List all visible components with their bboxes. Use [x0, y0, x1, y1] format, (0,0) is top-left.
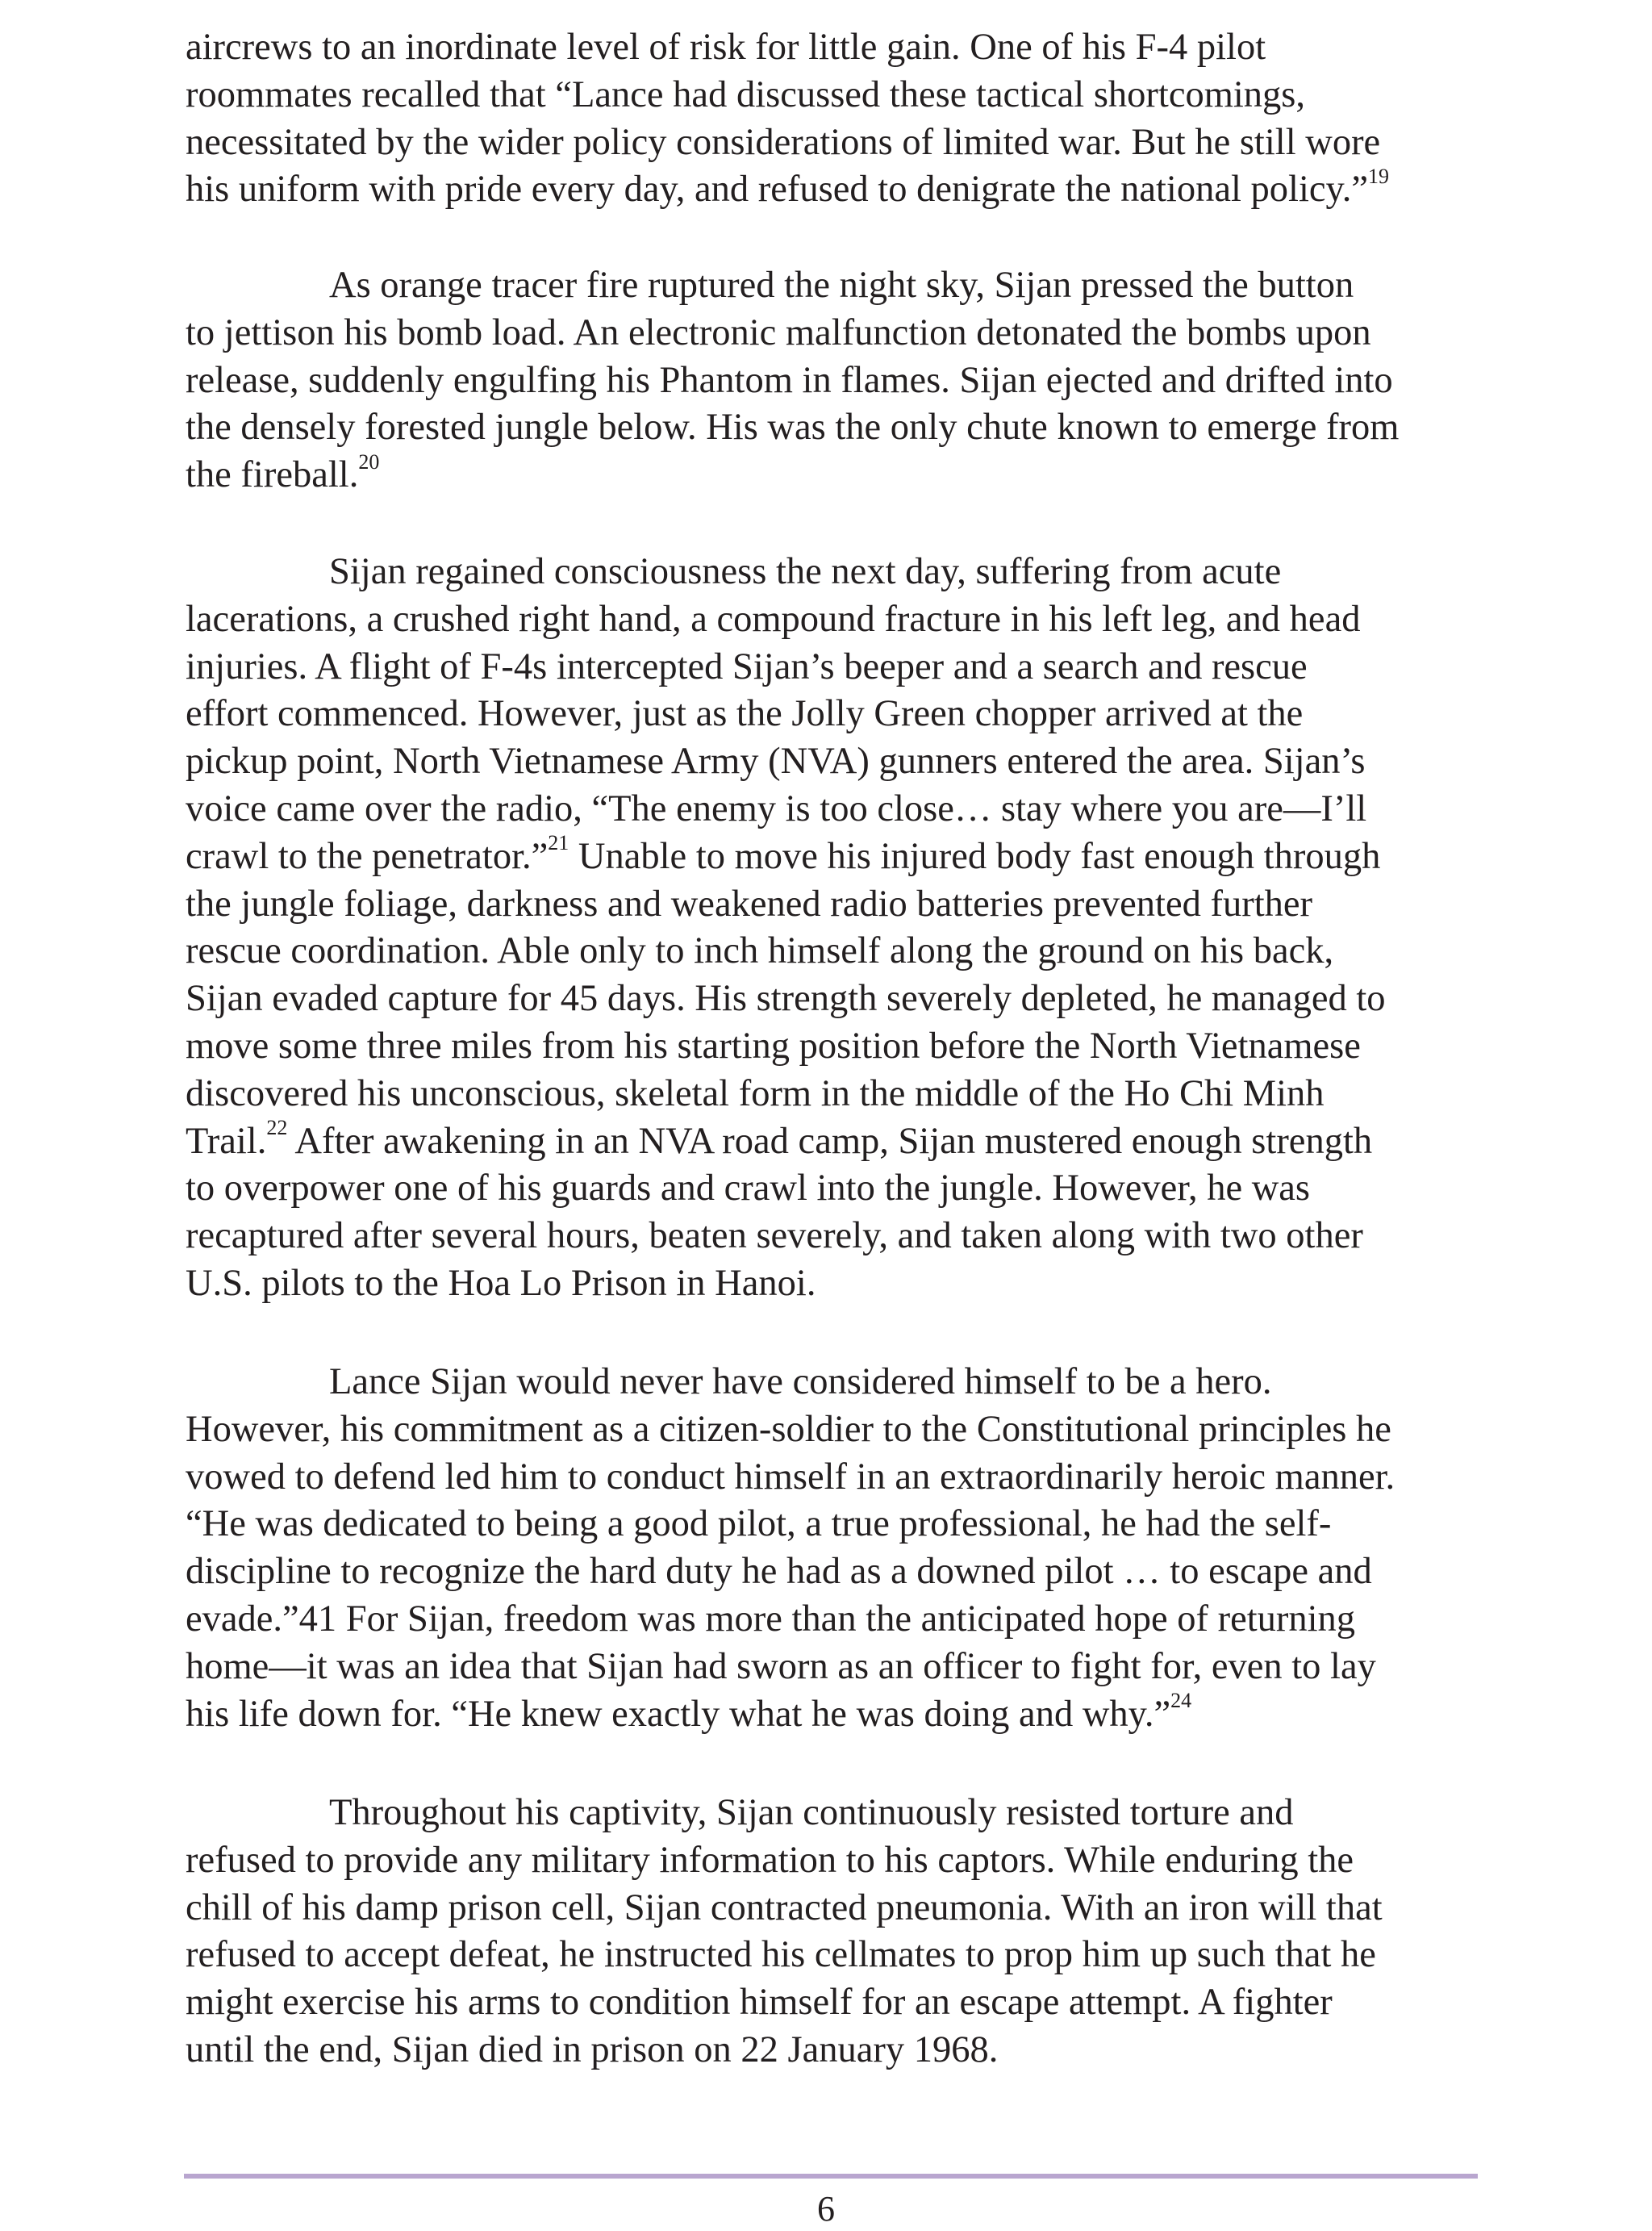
- text-line: [186, 881, 1476, 929]
- text-segment: Trail.: [186, 1120, 267, 1162]
- text-segment: the fireball.: [186, 454, 359, 496]
- text-segment: injuries. A flight of F-4s intercepted Sijan’s beeper and a search and rescue: [186, 645, 1308, 687]
- text-line: [186, 1023, 1476, 1071]
- text-line: [186, 691, 1476, 738]
- text-line: [186, 1644, 1476, 1691]
- text-segment: move some three miles from his starting position before the North Vietnamese: [186, 1025, 1361, 1067]
- text-line: [186, 357, 1476, 405]
- text-line: [186, 1548, 1476, 1596]
- footer-rule: [184, 2174, 1478, 2179]
- text-line: [186, 786, 1476, 833]
- text-segment: Throughout his captivity, Sijan continuously resisted torture and: [329, 1792, 1294, 1833]
- text-segment: chill of his damp prison cell, Sijan contracted pneumonia. With an iron will that: [186, 1886, 1383, 1928]
- footnote-reference: 24: [1170, 1689, 1192, 1713]
- footnote-reference: 22: [266, 1116, 288, 1140]
- footnote-reference: 19: [1368, 164, 1389, 188]
- text-segment: roommates recalled that “Lance had discussed these tactical shortcomings,: [186, 73, 1306, 115]
- text-line: [186, 24, 1476, 72]
- text-line: [186, 2027, 1476, 2074]
- paragraph-4: [186, 1359, 1476, 1738]
- paragraph-3: [186, 549, 1476, 1308]
- text-segment: U.S. pilots to the Hoa Lo Prison in Hanoi.: [186, 1262, 816, 1304]
- text-segment: refused to provide any military information to his captors. While enduring the: [186, 1839, 1354, 1881]
- text-line: [186, 1596, 1476, 1644]
- text-segment: home—it was an idea that Sijan had sworn as an officer to fight for, even to lay: [186, 1645, 1376, 1687]
- paragraph-1: [186, 24, 1476, 214]
- text-line: [186, 833, 1476, 881]
- text-segment: might exercise his arms to condition himself for an escape attempt. A fighter: [186, 1982, 1333, 2024]
- text-segment: evade.”41 For Sijan, freedom was more than the anticipated hope of returning: [186, 1598, 1356, 1640]
- text-line: [186, 449, 1476, 499]
- page-number: 6: [817, 2189, 835, 2229]
- paragraph-5: [186, 1790, 1476, 2074]
- text-line: [186, 166, 1476, 214]
- text-segment: necessitated by the wider policy considerations of limited war. But he still wore: [186, 121, 1381, 163]
- text-segment: to overpower one of his guards and crawl into the jungle. However, he was: [186, 1168, 1311, 1210]
- text-line: [186, 1501, 1476, 1548]
- text-segment: voice came over the radio, “The enemy is too close… stay where you are—I’ll: [186, 788, 1367, 829]
- text-line: [186, 596, 1476, 644]
- paragraph-2: [186, 262, 1476, 499]
- text-line: [186, 1932, 1476, 1979]
- text-segment: his life down for. “He knew exactly what he was doing and why.”: [186, 1693, 1171, 1735]
- text-line: [186, 1454, 1476, 1502]
- text-line: [186, 119, 1476, 167]
- text-segment: aircrews to an inordinate level of risk for little gain. One of his F-4 pilot: [186, 27, 1266, 68]
- text-segment: vowed to defend led him to conduct himself in an extraordinarily heroic manner.: [186, 1456, 1395, 1498]
- text-segment: rescue coordination. Able only to inch himself along the ground on his back,: [186, 930, 1334, 972]
- text-segment: release, suddenly engulfing his Phantom in flames. Sijan ejected and drifted into: [186, 359, 1393, 401]
- text-line: [186, 644, 1476, 691]
- text-line: [186, 310, 1476, 357]
- text-segment: “He was dedicated to being a good pilot, a true professional, he had the self-: [186, 1503, 1332, 1545]
- text-line: [186, 1406, 1476, 1454]
- text-line: [186, 72, 1476, 119]
- text-segment: However, his commitment as a citizen-soldier to the Constitutional principles he: [186, 1408, 1391, 1450]
- text-line: [186, 1885, 1476, 1932]
- text-segment: Lance Sijan would never have considered himself to be a hero.: [329, 1361, 1272, 1402]
- text-segment: crawl to the penetrator.”: [186, 835, 549, 877]
- text-line: [186, 1359, 1476, 1406]
- text-segment: until the end, Sijan died in prison on 22 January 1968.: [186, 2028, 999, 2070]
- footnote-reference: 21: [548, 831, 569, 855]
- text-segment: discipline to recognize the hard duty he had as a downed pilot … to escape and: [186, 1551, 1372, 1593]
- text-line: [186, 976, 1476, 1023]
- text-line: [186, 1790, 1476, 1837]
- text-line: [186, 738, 1476, 786]
- text-segment: his uniform with pride every day, and refused to denigrate the national policy.”: [186, 169, 1368, 211]
- text-line: [186, 928, 1476, 976]
- text-line: [186, 1837, 1476, 1885]
- text-segment: effort commenced. However, just as the Jolly Green chopper arrived at the: [186, 693, 1304, 735]
- text-line: [186, 1260, 1476, 1308]
- text-line: [186, 549, 1476, 596]
- text-line: [186, 1071, 1476, 1118]
- text-line: [186, 404, 1476, 452]
- text-segment: the densely forested jungle below. His was the only chute known to emerge from: [186, 407, 1400, 449]
- text-segment: Sijan evaded capture for 45 days. His strength severely depleted, he managed to: [186, 978, 1386, 1020]
- text-segment: recaptured after several hours, beaten severely, and taken along with two other: [186, 1215, 1363, 1257]
- text-segment: to jettison his bomb load. An electronic malfunction detonated the bombs upon: [186, 311, 1371, 353]
- text-line: [186, 1691, 1476, 1739]
- text-line: [186, 1118, 1476, 1166]
- text-segment: pickup point, North Vietnamese Army (NVA) gunners entered the area. Sijan’s: [186, 741, 1366, 783]
- text-segment: refused to accept defeat, he instructed his cellmates to prop him up such that he: [186, 1934, 1376, 1976]
- footnote-reference: 20: [358, 449, 380, 474]
- text-segment: lacerations, a crushed right hand, a compound fracture in his left leg, and head: [186, 598, 1361, 640]
- text-line: [186, 1165, 1476, 1213]
- text-line: [186, 1213, 1476, 1260]
- text-segment: Sijan regained consciousness the next day, suffering from acute: [329, 551, 1282, 592]
- text-segment: discovered his unconscious, skeletal form in the middle of the Ho Chi Minh: [186, 1072, 1325, 1114]
- text-segment: After awakening in an NVA road camp, Sijan mustered enough strength: [287, 1120, 1373, 1162]
- text-segment: the jungle foliage, darkness and weakened radio batteries prevented further: [186, 883, 1312, 925]
- text-line: [186, 1979, 1476, 2027]
- text-segment: As orange tracer fire ruptured the night sky, Sijan pressed the button: [329, 265, 1354, 306]
- text-segment: Unable to move his injured body fast enough through: [569, 835, 1381, 877]
- text-line: [186, 262, 1476, 310]
